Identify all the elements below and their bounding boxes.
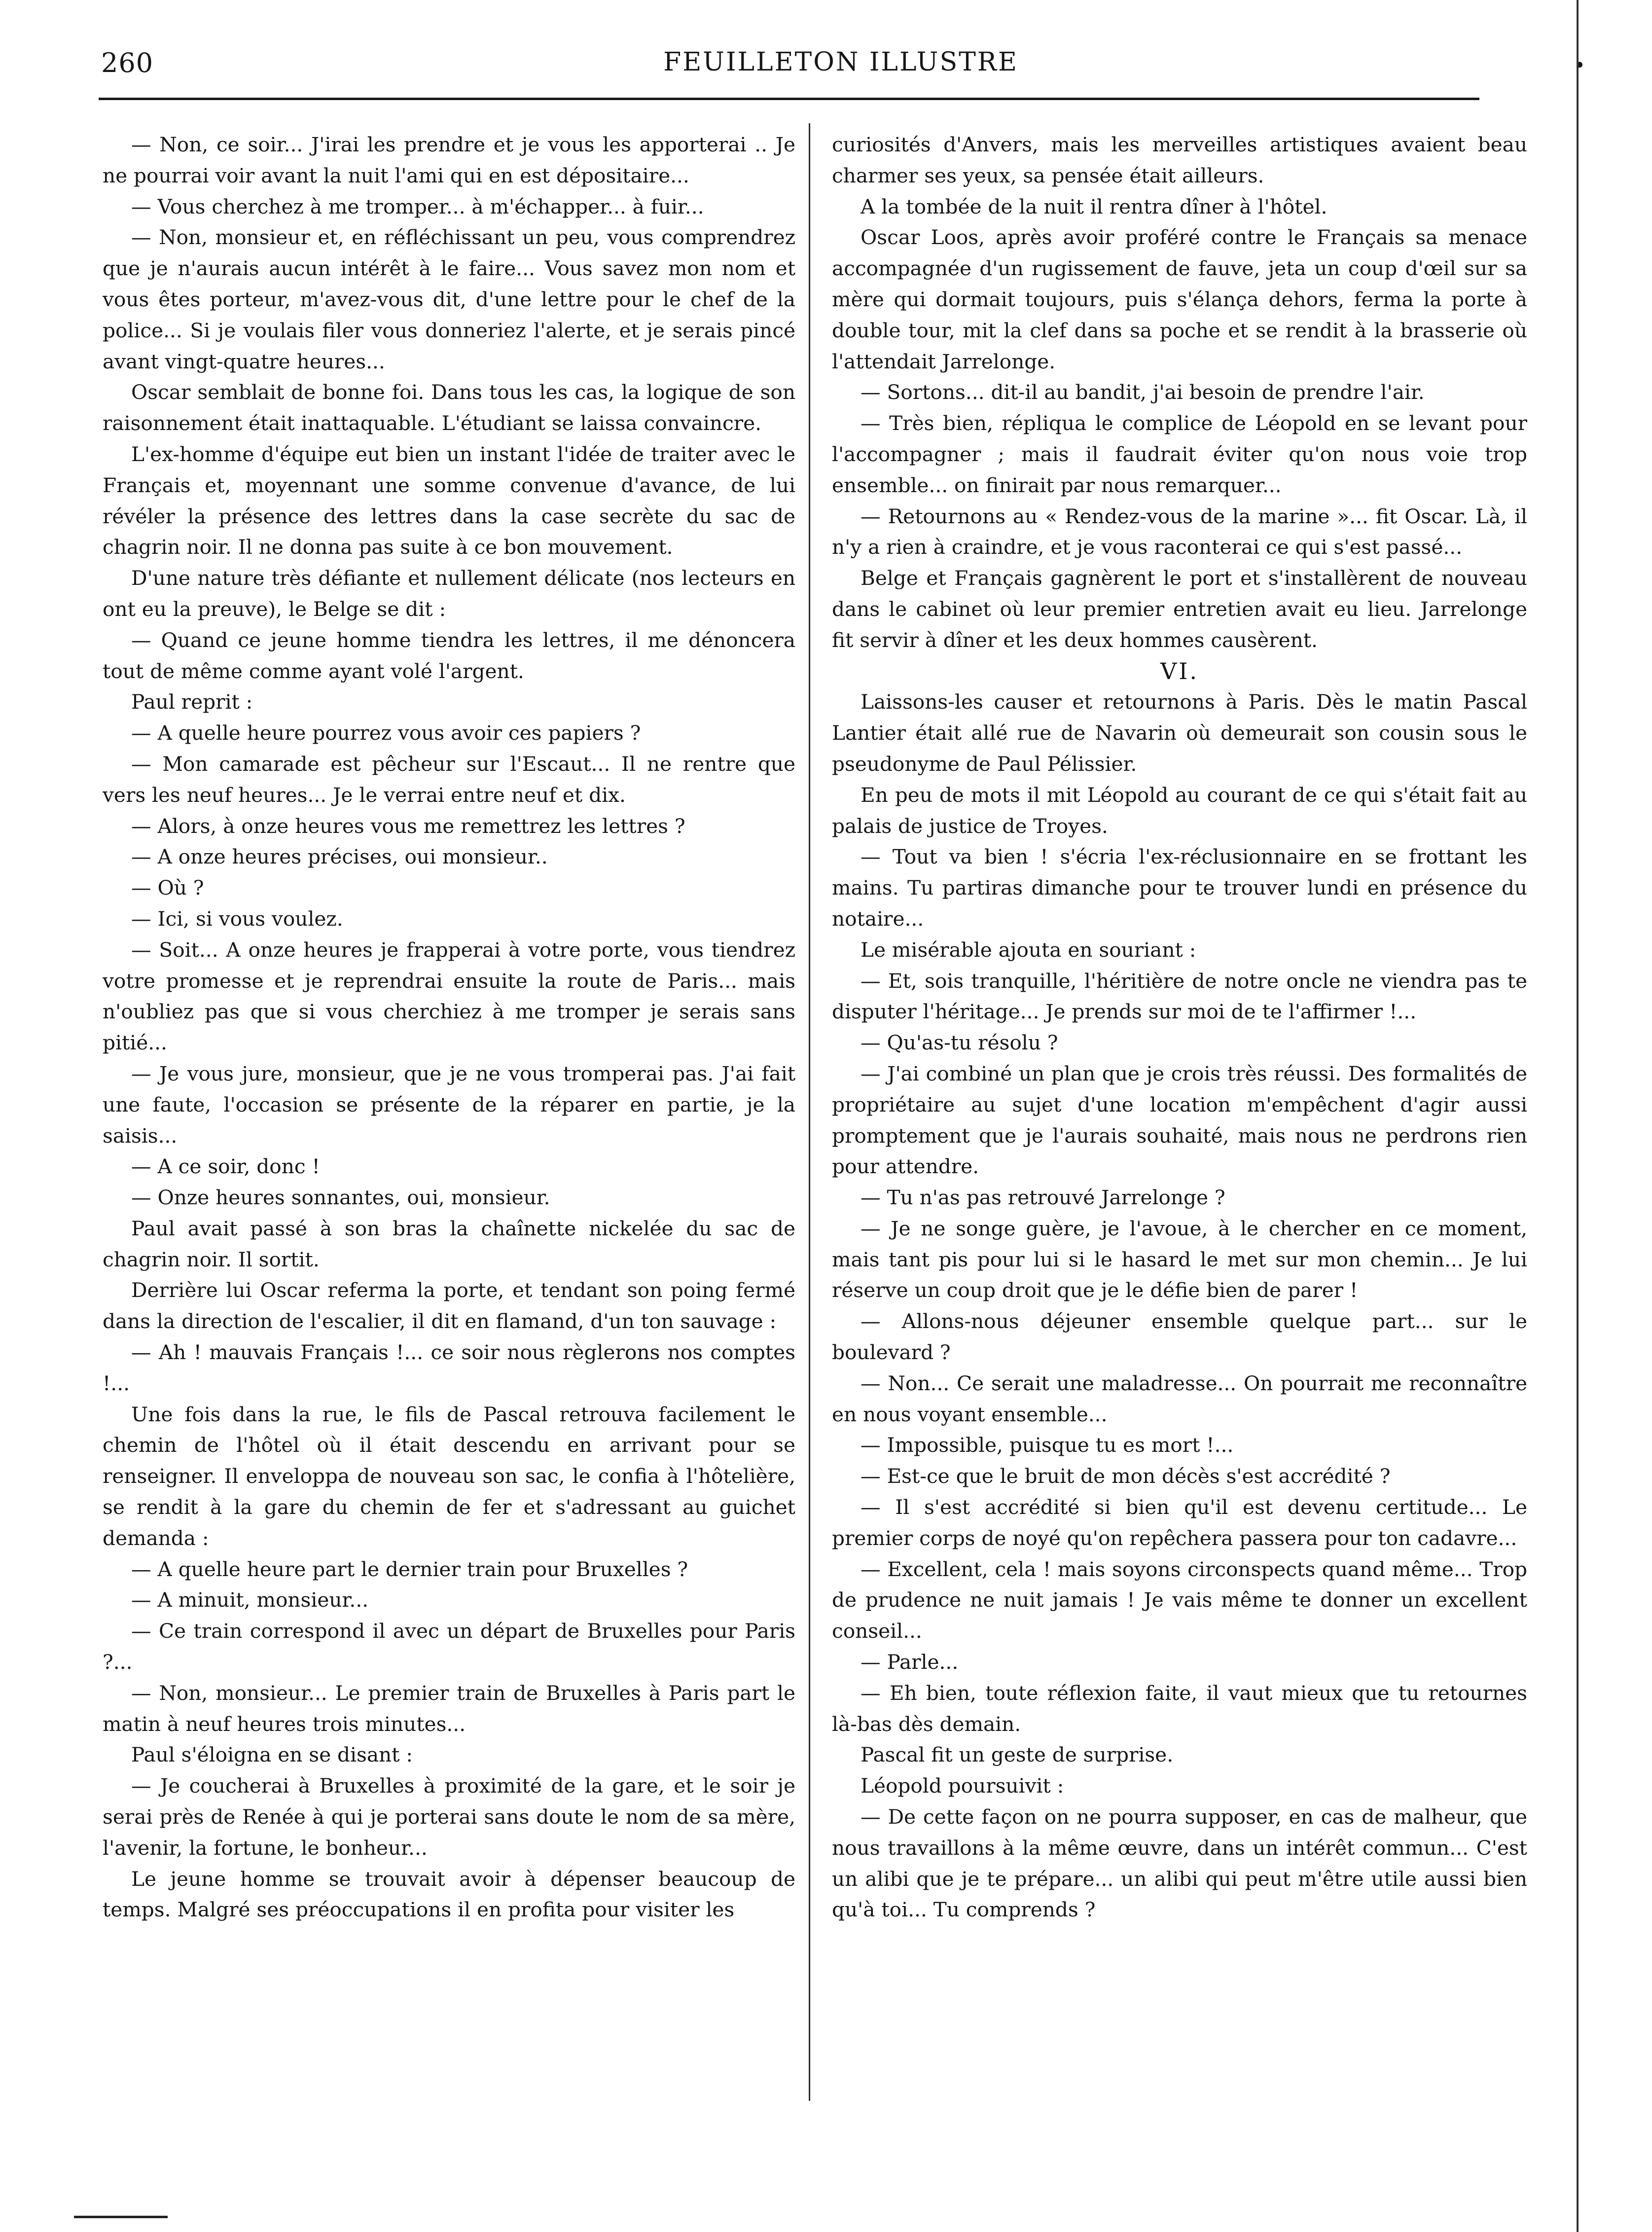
paragraph: — Soit... A onze heures je frapperai à votre porte, vous tiendrez votre promesse et je reprendrai ensuite la route de Paris... mais n'oubliez pas que si vous cherchiez à me tromper je serais sans pitié... — [103, 937, 795, 1055]
header-mark: • — [1574, 54, 1585, 77]
paragraph: — A quelle heure pourrez vous avoir ces papiers ? — [131, 721, 641, 745]
paragraph: — A quelle heure part le dernier train pour Bruxelles ? — [131, 1557, 688, 1581]
paragraph: Oscar Loos, après avoir proféré contre le Français sa menace accompagnée d'un rugissement de fauve, jeta un coup d'œil sur sa mère qui dormait toujours, puis s'élança dehors, ferma la porte à double tour, mit la clef dans sa poche et se rendit à la brasserie où l'attendait Jarrelonge. — [832, 225, 1527, 373]
paragraph: — Allons-nous déjeuner ensemble quelque part... sur le boulevard ? — [832, 1309, 1527, 1365]
paragraph: — Tu n'as pas retrouvé Jarrelonge ? — [861, 1186, 1225, 1210]
paragraph: Le jeune homme se trouvait avoir à dépenser beaucoup de temps. Malgré ses préoccupations il en profita pour visiter les — [103, 1867, 795, 1922]
paragraph: — Mon camarade est pêcheur sur l'Escaut... Il ne rentre que vers les neuf heures... Je le verrai entre neuf et dix. — [103, 752, 795, 807]
left-column — [103, 129, 795, 2092]
paragraph: Une fois dans la rue, le fils de Pascal retrouva facilement le chemin de l'hôtel où il était descendu en arrivant pour se renseigner. Il enveloppa de nouveau son sac, le confia à l'hôtelière, se rendit à la gare du chemin de fer et s'adressant au guichet demanda : — [103, 1402, 795, 1550]
paragraph: — Parle... — [861, 1650, 959, 1674]
paragraph: — Ah ! mauvais Français !... ce soir nous règlerons nos comptes !... — [103, 1340, 795, 1395]
right-column-bottom — [832, 686, 1527, 1925]
paragraph: — Je ne songe guère, je l'avoue, à le chercher en ce moment, mais tant pis pour lui si le hasard le met sur mon chemin... Je lui réserve un coup droit que je le défie bien de parer ! — [832, 1216, 1527, 1302]
paragraph: — Ici, si vous voulez. — [131, 906, 343, 931]
paragraph: — A ce soir, donc ! — [131, 1154, 320, 1179]
paragraph: — Ce train correspond il avec un départ de Bruxelles pour Paris ?... — [103, 1619, 795, 1674]
running-title: FEUILLETON ILLUSTRE — [663, 47, 1018, 77]
right-column-top — [832, 129, 1527, 656]
page-edge-rule — [1577, 0, 1579, 2232]
paragraph: — Onze heures sonnantes, oui, monsieur. — [131, 1186, 550, 1210]
page-number: 260 — [101, 47, 154, 78]
paragraph: — A onze heures précises, oui monsieur.. — [131, 845, 548, 869]
paragraph: Paul reprit : — [131, 690, 253, 714]
paragraph: Paul s'éloigna en se disant : — [131, 1743, 413, 1767]
paragraph: — Sortons... dit-il au bandit, j'ai besoin de prendre l'air. — [861, 380, 1425, 404]
paragraph: — Eh bien, toute réflexion faite, il vaut mieux que tu retournes là-bas dès demain. — [832, 1681, 1527, 1736]
paragraph: — Je coucherai à Bruxelles à proximité de la gare, et le soir je serai près de Renée à qui je porterai sans doute le nom de sa mère, l'avenir, la fortune, le bonheur... — [103, 1774, 795, 1860]
paragraph: — A minuit, monsieur... — [131, 1588, 369, 1612]
paragraph: — Tout va bien ! s'écria l'ex-réclusionnaire en se frottant les mains. Tu partiras dimanche pour te trouver lundi en présence du notaire... — [832, 845, 1527, 931]
paragraph: — Non, monsieur... Le premier train de Bruxelles à Paris part le matin à neuf heures trois minutes... — [103, 1681, 795, 1736]
paragraph: Pascal fit un geste de surprise. — [861, 1743, 1174, 1767]
paragraph: — Très bien, répliqua le complice de Léopold en se levant pour l'accompagner ; mais il faudrait éviter qu'on nous voie trop ensemble... on finirait par nous remarquer... — [832, 411, 1527, 497]
paragraph: — Je vous jure, monsieur, que je ne vous tromperai pas. J'ai fait une faute, l'occasion se présente de la réparer en partie, je la saisis... — [103, 1061, 795, 1148]
paragraph: — Vous cherchez à me tromper... à m'échapper... à fuir... — [131, 194, 704, 218]
column-divider — [809, 123, 810, 2101]
paragraph: Le misérable ajouta en souriant : — [861, 937, 1196, 962]
paragraph: Paul avait passé à son bras la chaînette nickelée du sac de chagrin noir. Il sortit. — [103, 1216, 795, 1271]
paragraph: — Impossible, puisque tu es mort !... — [861, 1433, 1234, 1457]
paragraph: — Qu'as-tu résolu ? — [861, 1031, 1058, 1055]
paragraph: — Alors, à onze heures vous me remettrez les lettres ? — [131, 814, 685, 838]
paragraph: — Retournons au « Rendez-vous de la marine »... fit Oscar. Là, il n'y a rien à craindre, et je vous raconterai ce qui s'est passé... — [832, 504, 1527, 559]
page-header — [101, 47, 1585, 87]
paragraph: — Non... Ce serait une maladresse... On pourrait me reconnaître en nous voyant ensemble... — [832, 1371, 1527, 1426]
paragraph: Belge et Français gagnèrent le port et s'installèrent de nouveau dans le cabinet où leur premier entretien avait eu lieu. Jarrelonge fit servir à dîner et les deux hommes causèrent. — [832, 566, 1527, 652]
paragraph: L'ex-homme d'équipe eut bien un instant l'idée de traiter avec le Français et, moyennant une somme convenue d'avance, de lui révéler la présence des lettres dans la case secrète du sac de chagrin noir. Il ne donna pas suite à ce bon mouvement. — [103, 442, 795, 559]
paragraph: — Quand ce jeune homme tiendra les lettres, il me dénoncera tout de même comme ayant volé l'argent. — [103, 628, 795, 683]
paragraph: D'une nature très défiante et nullement délicate (nos lecteurs en ont eu la preuve), le Belge se dit : — [103, 566, 795, 621]
paragraph: — Il s'est accrédité si bien qu'il est devenu certitude... Le premier corps de noyé qu'on repêchera passera pour ton cadavre... — [832, 1495, 1527, 1550]
paragraph: — Où ? — [131, 876, 204, 900]
right-column — [832, 129, 1527, 2092]
paragraph: Léopold poursuivit : — [861, 1774, 1064, 1798]
header-rule — [99, 98, 1479, 100]
paragraph: — De cette façon on ne pourra supposer, en cas de malheur, que nous travaillons à la même œuvre, dans un intérêt commun... C'est un alibi que je te prépare... un alibi qui peut m'être utile aussi bien qu'à toi... Tu comprends ? — [832, 1805, 1527, 1922]
paragraph: A la tombée de la nuit il rentra dîner à l'hôtel. — [861, 194, 1328, 218]
footer-rule — [74, 2216, 168, 2218]
paragraph: — J'ai combiné un plan que je crois très réussi. Des formalités de propriétaire au sujet d'une location m'empêchent d'agir aussi promptement que je l'aurais souhaité, mais nous ne perdrons rien pour attendre. — [832, 1061, 1527, 1179]
paragraph: Laissons-les causer et retournons à Paris. Dès le matin Pascal Lantier était allé rue de Navarin où demeurait son cousin sous le pseudonyme de Paul Pélissier. — [832, 690, 1527, 776]
paragraph: — Et, sois tranquille, l'héritière de notre oncle ne viendra pas te disputer l'héritage... Je prends sur moi de te l'affirmer !... — [832, 969, 1527, 1024]
paragraph: — Excellent, cela ! mais soyons circonspects quand même... Trop de prudence ne nuit jamais ! Je vais même te donner un excellent conseil... — [832, 1557, 1527, 1643]
paragraph: — Non, ce soir... J'irai les prendre et je vous les apporterai .. Je ne pourrai voir avant la nuit l'ami qui en est dépositaire... — [103, 133, 795, 187]
paragraph: curiosités d'Anvers, mais les merveilles artistiques avaient beau charmer ses yeux, sa pensée était ailleurs. — [832, 133, 1527, 187]
paragraph: En peu de mots il mit Léopold au courant de ce qui s'était fait au palais de justice de Troyes. — [832, 783, 1527, 838]
paragraph: Derrière lui Oscar referma la porte, et tendant son poing fermé dans la direction de l'escalier, il dit en flamand, d'un ton sauvage : — [103, 1278, 795, 1333]
section-heading: VI. — [1160, 657, 1199, 684]
paragraph: — Est-ce que le bruit de mon décès s'est accrédité ? — [861, 1464, 1391, 1488]
paragraph: Oscar semblait de bonne foi. Dans tous les cas, la logique de son raisonnement était inattaquable. L'étudiant se laissa convaincre. — [103, 380, 795, 435]
paragraph: — Non, monsieur et, en réfléchissant un peu, vous comprendrez que je n'aurais aucun intérêt à le faire... Vous savez mon nom et vous êtes porteur, m'avez-vous dit, d'une lettre pour le chef de la police... Si je voulais filer vous donneriez l'alerte, et je serais pincé avant vingt-quatre heures... — [103, 225, 795, 373]
